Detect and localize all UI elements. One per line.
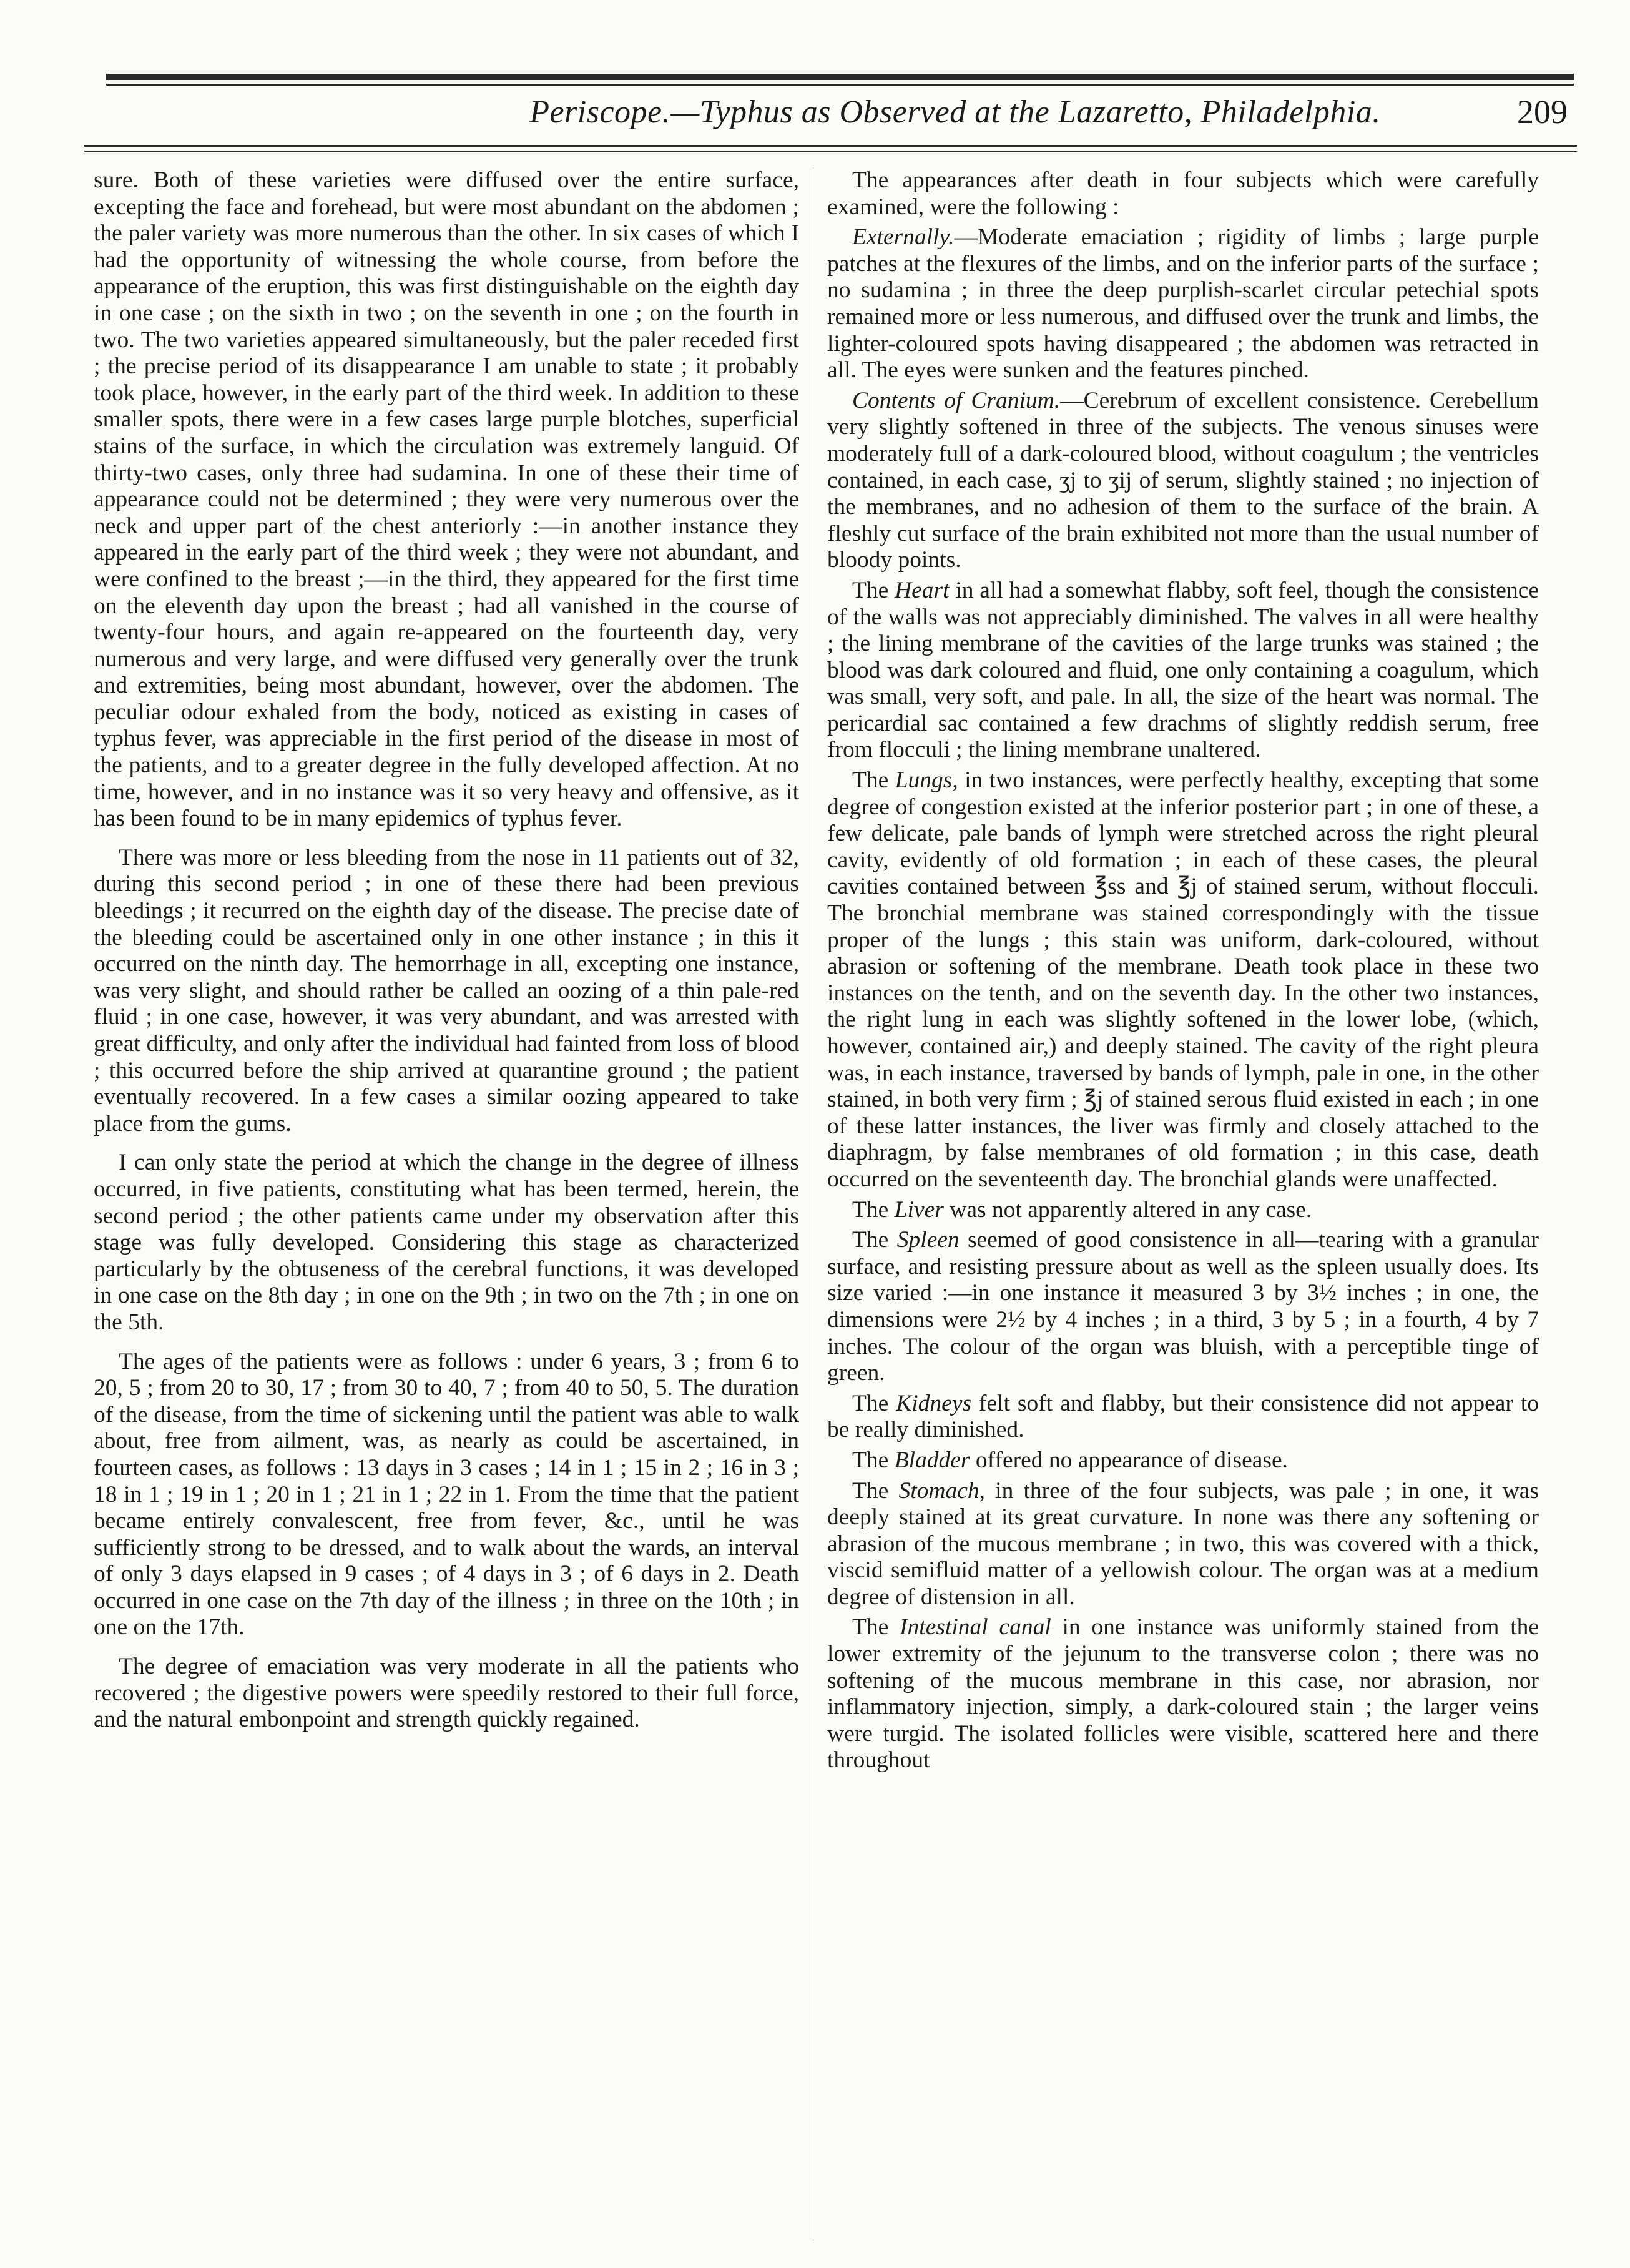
kidneys-prefix: The <box>852 1390 896 1416</box>
paragraph-bladder <box>827 1447 1539 1474</box>
paragraph-bleeding: There was more or less bleeding from the nose in 11 patients out of 32, during this second period ; in one of these there had been previous bleedings ; it recurred on the eighth day of the disease. The precise date of the bleeding could be ascertained only in one other instance ; in this it occurred on the ninth day. The hemorrhage in all, excepting one instance, was very slight, and should rather be called an oozing of a thin pale-red fluid ; in one case, however, it was very abundant, and was arrested with great difficulty, and only after the individual had fainted from loss of blood ; this occurred before the ship arrived at quarantine ground ; the patient eventually recovered. In a few cases a similar oozing appeared to take place from the gums. <box>94 844 799 1136</box>
cranium-label: Contents of Cranium. <box>852 387 1061 413</box>
externally-label: Externally. <box>852 224 955 250</box>
paragraph-stomach <box>827 1478 1539 1611</box>
bladder-text: offered no appearance of disease. <box>970 1447 1288 1473</box>
heart-prefix: The <box>852 577 895 603</box>
intestinal-text: in one instance was uniformly stained from the lower extremity of the jejunum to the transverse colon ; there was no softening of the mucous membrane in this case, nor abrasion, nor inflammatory injection, simply, a dark-coloured stain ; the larger veins were turgid. The isolated follicles were visible, scattered here and there throughout <box>827 1614 1539 1773</box>
paragraph-post-mortem-intro: The appearances after death in four subjects which were carefully examined, were the following : <box>827 167 1539 220</box>
header-rule-thin <box>84 151 1577 152</box>
spleen-label: Spleen <box>896 1227 960 1253</box>
paragraph-eruption: sure. Both of these varieties were diffused over the entire surface, excepting the face and forehead, but were most abundant on the abdomen ; the paler variety was more numerous than the other. In six cases of which I had the opportunity of witnessing the whole course, from before the appearance of the eruption, this was first distinguishable on the eighth day in one case ; on the sixth in two ; on the seventh in one ; on the fourth in two. The two varieties appeared simultaneously, but the paler receded first ; the precise period of its disappearance I am unable to state ; it probably took place, however, in the early part of the third week. In addition to these smaller spots, there were in a few cases large purple blotches, superficial stains of the surface, in which the circulation was extremely languid. Of thirty-two cases, only three had sudamina. In one of these their time of appearance could not be determined ; they were very numerous over the neck and upper part of the chest anteriorly :—in another instance they appeared in the early part of the third week ; they were not abundant, and were confined to the breast ;—in the third, they appeared for the first time on the eleventh day upon the breast ; had all vanished in the course of twenty-four hours, and again re-appeared on the fourteenth day, very numerous and very large, and were diffused very generally over the trunk and extremities, being most abundant, however, over the abdomen. The peculiar odour exhaled from the body, noticed as existing in cases of typhus fever, was appreciable in the first period of the disease in most of the patients, and to a greater degree in the fully developed affection. At no time, however, and in no instance was it so very heavy and offensive, as it has been found to be in many epidemics of typhus fever. <box>94 167 799 832</box>
paragraph-spleen <box>827 1227 1539 1387</box>
externally-text: —Moderate emaciation ; rigidity of limbs ; large purple patches at the flexures of the limbs, and on the inferior parts of the surface ; no sudamina ; in three the deep purplish-scarlet circular petechial spots remained more or less numerous, and diffused over the trunk and limbs, the lighter-coloured spots having disappeared ; the abdomen was retracted in all. The eyes were sunken and the features pinched. <box>827 224 1539 383</box>
paragraph-second-period: I can only state the period at which the change in the degree of illness occurred, in five patients, constituting what has been termed, herein, the second period ; the other patients came under my observation after this stage was fully developed. Considering this stage as characterized particularly by the obtuseness of the cerebral functions, it was developed in one case on the 8th day ; in one on the 9th ; in two on the 7th ; in one on the 5th. <box>94 1150 799 1335</box>
intestinal-prefix: The <box>852 1614 900 1640</box>
liver-text: was not apparently altered in any case. <box>943 1196 1312 1223</box>
kidneys-text: felt soft and flabby, but their consistence did not appear to be really diminished. <box>827 1390 1539 1443</box>
header-rule <box>84 145 1577 147</box>
paragraph-heart <box>827 578 1539 764</box>
lungs-prefix: The <box>852 767 895 794</box>
paragraph-externally <box>827 224 1539 384</box>
stomach-prefix: The <box>852 1477 899 1504</box>
top-border-rule-thin <box>106 84 1574 86</box>
paragraph-intestinal-canal <box>827 1614 1539 1774</box>
paragraph-emaciation: The degree of emaciation was very moderate in all the patients who recovered ; the digestive powers were speedily restored to their full force, and the natural embonpoint and strength quickly regained. <box>94 1654 799 1733</box>
liver-prefix: The <box>852 1196 895 1223</box>
liver-label: Liver <box>894 1196 944 1223</box>
right-column <box>827 167 1539 1774</box>
paragraph-kidneys <box>827 1391 1539 1444</box>
paragraph-liver <box>827 1197 1539 1224</box>
spleen-prefix: The <box>852 1227 897 1253</box>
stomach-label: Stomach <box>898 1477 979 1504</box>
paragraph-ages-duration: The ages of the patients were as follows : under 6 years, 3 ; from 6 to 20, 5 ; from 20 to 30, 17 ; from 30 to 40, 7 ; from 40 to 50, 5. The duration of the disease, from the time of sickening until the patient was able to walk about, free from ailment, was, as nearly as could be ascertained, in fourteen cases, as follows : 13 days in 3 cases ; 14 in 1 ; 15 in 2 ; 16 in 3 ; 18 in 1 ; 19 in 1 ; 20 in 1 ; 21 in 1 ; 22 in 1. From the time that the patient became entirely convalescent, free from fever, &c., until he was sufficiently strong to be dressed, and to walk about the wards, an interval of only 3 days elapsed in 9 cases ; of 4 days in 3 ; of 6 days in 2. Death occurred in one case on the 7th day of the illness ; in three on the 10th ; in one on the 17th. <box>94 1348 799 1640</box>
lungs-text: , in two instances, were perfectly healthy, excepting that some degree of congestion existed at the inferior posterior part ; in one of these, a few delicate, pale bands of lymph were stretched across the right pleural cavity, evidently of old formation ; in each of these cases, the pleural cavities contained between ℥ss and ℥j of stained serum, without flocculi. The bronchial membrane was stained correspondingly with the tissue proper of the lungs ; this stain was uniform, dark-coloured, without abrasion or softening of the membrane. Death took place in these two instances on the tenth, and on the seventh day. In the other two instances, the right lung in each was slightly softened in the lower lobe, (which, however, contained air,) and deeply stained. The cavity of the right pleura was, in each instance, traversed by bands of lymph, pale in one, in the other stained, in both very firm ; ℥j of stained serous fluid existed in each ; in one of these latter instances, the liver was firmly and closely attached to the diaphragm, by false membranes of old formation ; in this case, death occurred on the seventeenth day. The bronchial glands were unaffected. <box>827 767 1539 1192</box>
intestinal-label: Intestinal canal <box>900 1614 1051 1640</box>
paragraph-cranium <box>827 388 1539 574</box>
stomach-text: , in three of the four subjects, was pale ; in one, it was deeply stained at its great curvature. In none was there any softening or abrasion of the mucous membrane ; in two, this was covered with a thick, viscid semifluid matter of a yellowish colour. The organ was at a medium degree of distension in all. <box>827 1477 1539 1610</box>
bladder-prefix: The <box>852 1447 895 1473</box>
paragraph-lungs <box>827 767 1539 1193</box>
heart-text: in all had a somewhat flabby, soft feel, though the consistence of the walls was not appreciably diminished. The valves in all were healthy ; the lining membrane of the cavities of the large trunks was stained ; the blood was dark coloured and fluid, one only containing a coagulum, which was small, very soft, and pale. In all, the size of the heart was normal. The pericardial sac contained a few drachms of slightly reddish serum, free from flocculi ; the lining membrane unaltered. <box>827 577 1539 763</box>
lungs-label: Lungs <box>895 767 953 794</box>
cranium-text: —Cerebrum of excellent consistence. Cerebellum very slightly softened in three of the subjects. The venous sinuses were moderately full of a dark-coloured blood, without coagulum ; the ventricles contained, in each case, ʒj to ʒij of serum, slightly stained ; no injection of the membranes, and no adhesion of them to the surface of the brain. A fleshly cut surface of the brain exhibited not more than the usual number of bloody points. <box>827 387 1539 573</box>
kidneys-label: Kidneys <box>896 1390 972 1416</box>
bladder-label: Bladder <box>894 1447 970 1473</box>
running-title: Periscope.—Typhus as Observed at the Lazaretto, Philadelphia. <box>529 94 1381 130</box>
page-number: 209 <box>1517 93 1568 131</box>
spleen-text: seemed of good consistence in all—tearing with a granular surface, and resisting pressure about as well as the spleen usually does. Its size varied :—in one instance it measured 3 by 3½ inches ; in one, the dimensions were 2½ by 4 inches ; in a third, 3 by 5 ; in a fourth, 4 by 7 inches. The colour of the organ was bluish, with a perceptible tinge of green. <box>827 1227 1539 1386</box>
heart-label: Heart <box>895 577 950 603</box>
top-border-rule <box>106 74 1574 80</box>
left-column <box>94 167 799 1733</box>
